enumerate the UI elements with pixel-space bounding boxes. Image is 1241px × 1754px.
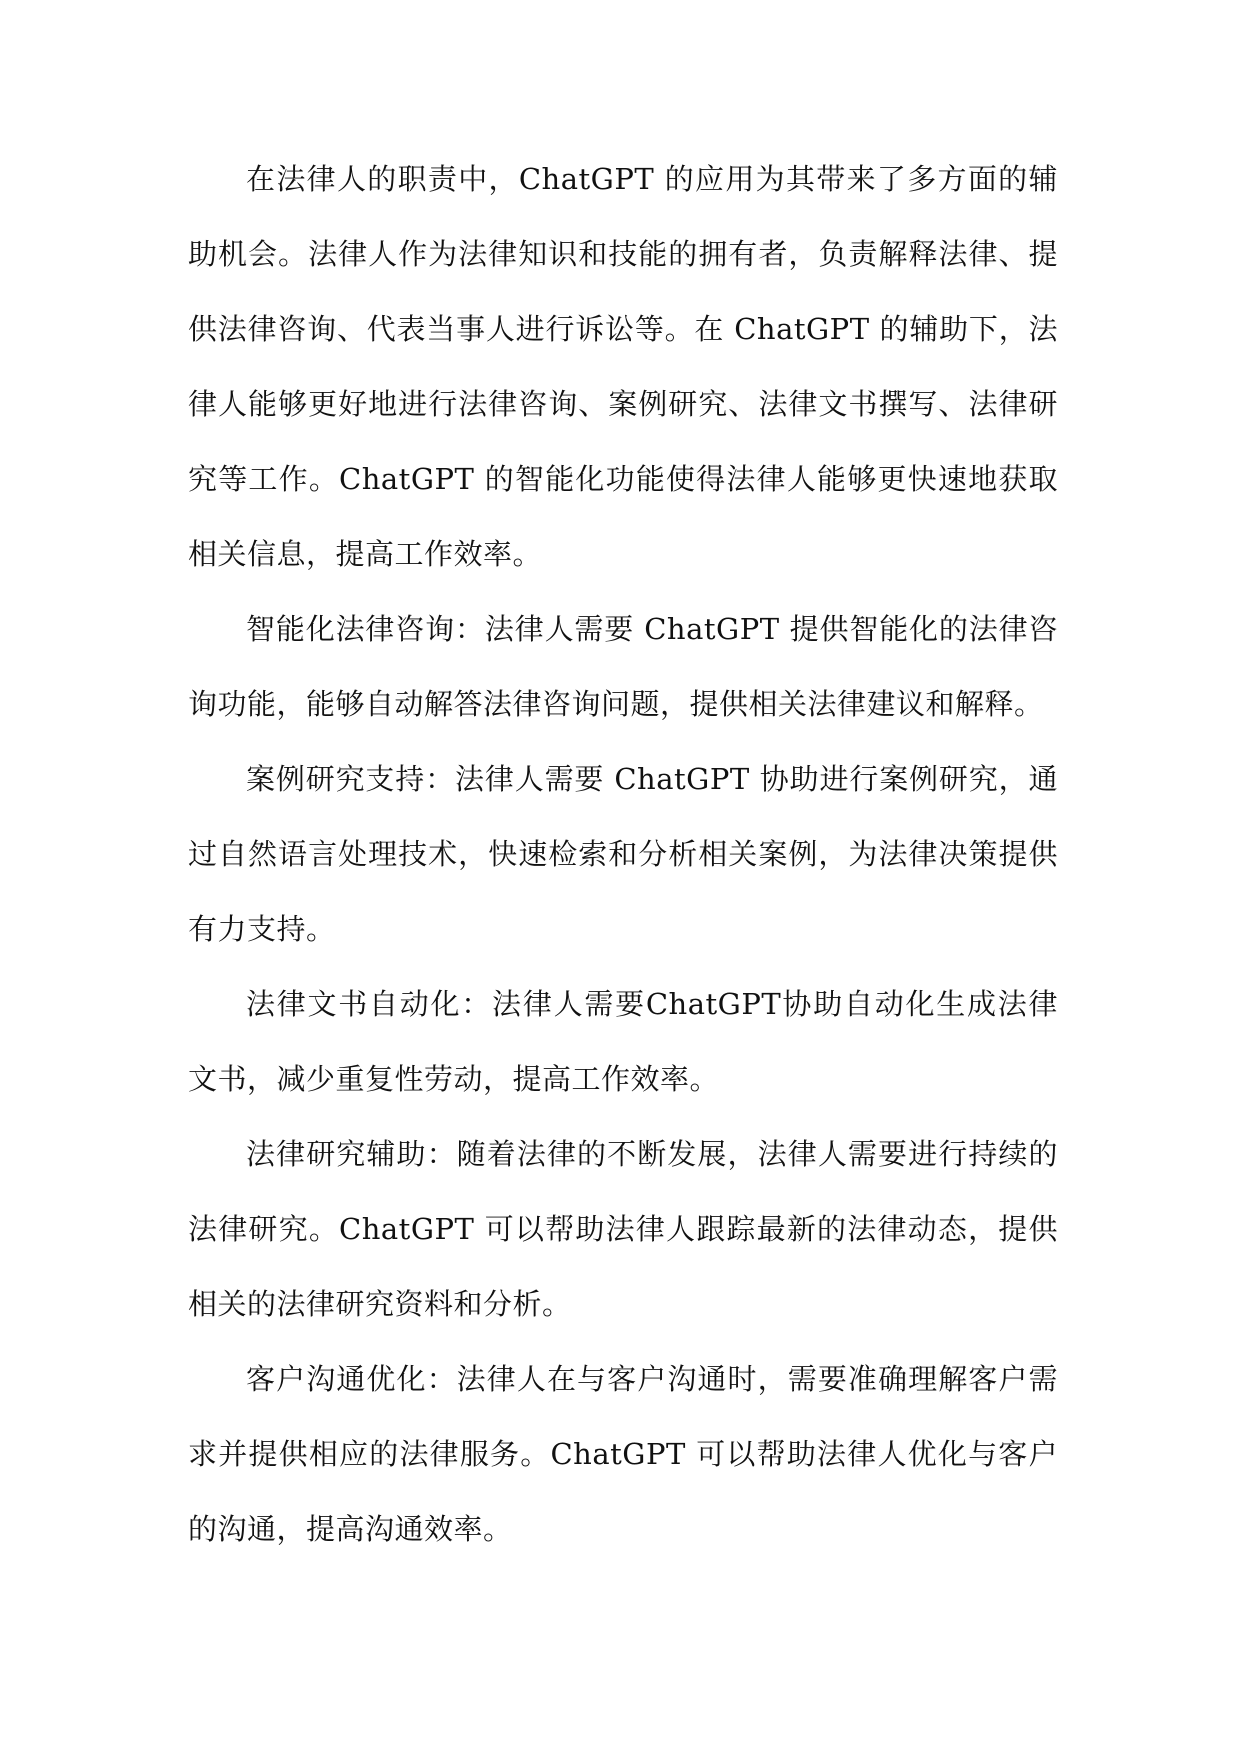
paragraph-document-automation: 法律文书自动化：法律人需要ChatGPT协助自动化生成法律文书，减少重复性劳动，提高工作效率。	[188, 987, 1058, 1096]
paragraph-client-communication: 客户沟通优化：法律人在与客户沟通时，需要准确理解客户需求并提供相应的法律服务。ChatGPT 可以帮助法律人优化与客户的沟通，提高沟通效率。	[188, 1362, 1058, 1546]
paragraph-case-research: 案例研究支持：法律人需要 ChatGPT 协助进行案例研究，通过自然语言处理技术，快速检索和分析相关案例，为法律决策提供有力支持。	[188, 762, 1058, 946]
document-body	[188, 142, 1058, 1567]
paragraph-intro: 在法律人的职责中，ChatGPT 的应用为其带来了多方面的辅助机会。法律人作为法律知识和技能的拥有者，负责解释法律、提供法律咨询、代表当事人进行诉讼等。在 ChatGPT 的辅助下，法律人能够更好地进行法律咨询、案例研究、法律文书撰写、法律研究等工作。ChatGPT 的智能化功能使得法律人能够更快速地获取相关信息，提高工作效率。	[188, 162, 1058, 571]
paragraph-legal-consultation: 智能化法律咨询：法律人需要 ChatGPT 提供智能化的法律咨询功能，能够自动解答法律咨询问题，提供相关法律建议和解释。	[188, 612, 1058, 721]
paragraph-legal-research: 法律研究辅助：随着法律的不断发展，法律人需要进行持续的法律研究。ChatGPT 可以帮助法律人跟踪最新的法律动态，提供相关的法律研究资料和分析。	[188, 1137, 1058, 1321]
